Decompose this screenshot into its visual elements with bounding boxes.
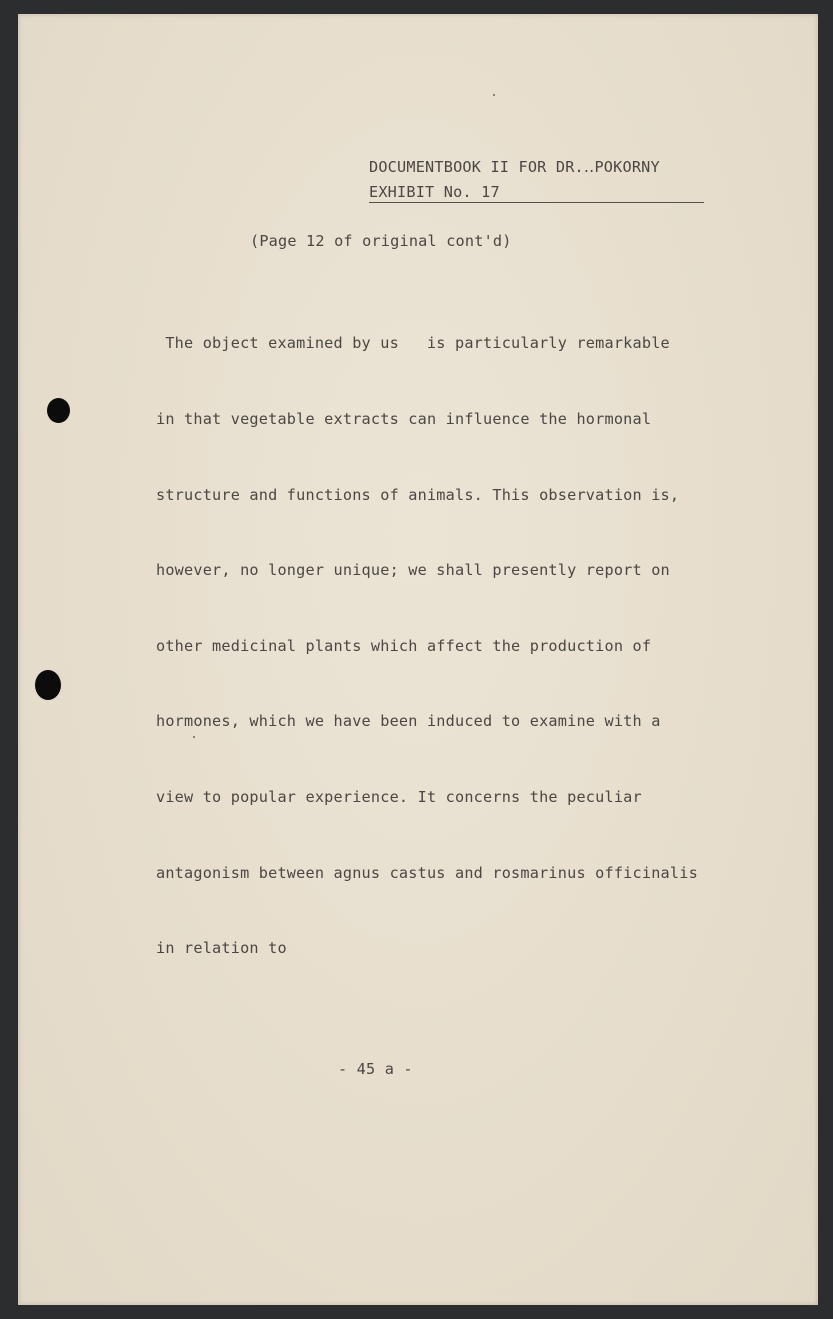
body-line: in relation to (156, 939, 287, 958)
document-book-heading: DOCUMENTBOOK II FOR DR.․․POKORNY (369, 158, 660, 176)
exhibit-number: EXHIBIT No. 17 (369, 183, 704, 203)
body-line: antagonism between agnus castus and rosmarinus officinalis (156, 863, 698, 882)
punch-hole-upper (47, 398, 70, 423)
body-line: structure and functions of animals. This observation is, (156, 485, 680, 504)
body-line: however, no longer unique; we shall presently report on (156, 561, 670, 580)
page-number: - 45 a - (338, 1060, 413, 1078)
body-line: in that vegetable extracts can influence the hormonal (156, 410, 652, 429)
body-line: view to popular experience. It concerns the peculiar (156, 788, 642, 807)
body-line: hormones, which we have been induced to examine with a (156, 712, 661, 731)
body-line: other medicinal plants which affect the production of (156, 636, 652, 655)
body-paragraph (156, 281, 698, 987)
punch-hole-lower (35, 670, 61, 700)
body-line: The object examined by us is particularly remarkable (156, 334, 670, 353)
page-continuation-note: (Page 12 of original cont'd) (250, 232, 512, 250)
ink-speck (493, 94, 495, 96)
